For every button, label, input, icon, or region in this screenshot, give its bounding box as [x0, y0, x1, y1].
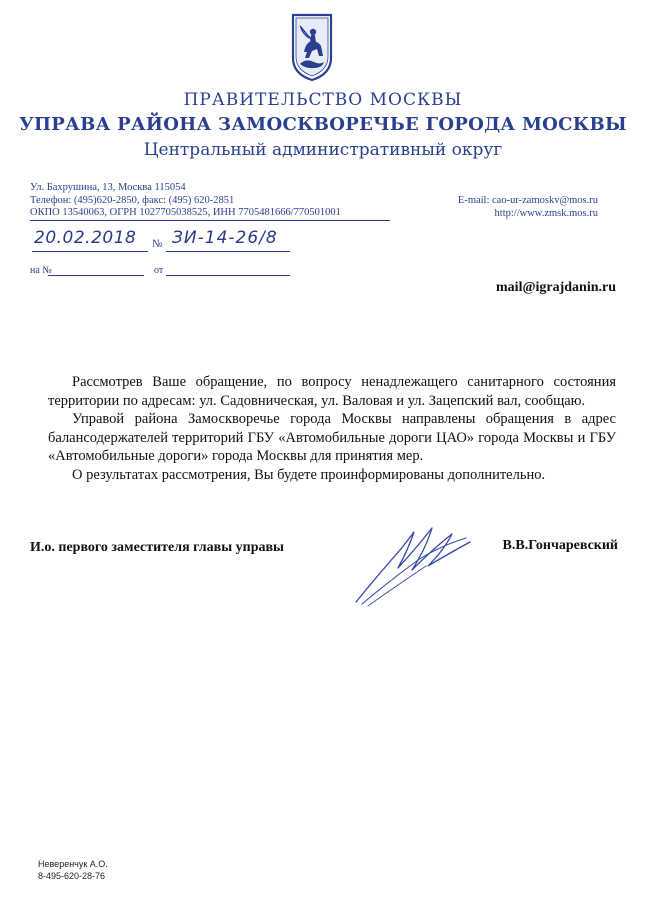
signatory-name: В.В.Гончаревский	[502, 538, 618, 553]
reference-number-line	[48, 275, 144, 276]
executor-info	[38, 858, 108, 882]
reference-number-label: на №	[30, 265, 52, 276]
contacts-right	[458, 195, 598, 220]
contacts-divider	[30, 220, 390, 221]
address-line: Ул. Бахрушина, 13, Москва 115054	[30, 182, 186, 193]
executor-name: Неверенчук А.О.	[38, 859, 108, 869]
reference-date-line	[166, 275, 290, 276]
moscow-coat-of-arms-icon	[290, 12, 334, 82]
reference-date-label: от	[154, 265, 164, 276]
signatory-position: И.о. первого заместителя главы управы	[30, 540, 284, 555]
letter-body	[48, 373, 616, 484]
uprava-title: УПРАВА РАЙОНА ЗАМОСКВОРЕЧЬЕ ГОРОДА МОСКВЫ	[19, 114, 627, 135]
number-underline	[166, 251, 290, 252]
contacts-left	[30, 182, 341, 220]
phone-line: Телефон: (495)620-2850, факс: (495) 620-2851	[30, 194, 235, 206]
body-paragraph-3: О результатах рассмотрения, Вы будете проинформированы дополнительно.	[72, 466, 546, 483]
codes-line: ОКПО 13540063, ОГРН 1027705038525, ИНН 7705481666/770501001	[30, 207, 341, 218]
body-paragraph-2: Управой района Замоскворечье города Москвы направлены обращения в адрес балансодержателей территорий ГБУ «Автомобильные дороги ЦАО» города Москвы и ГБУ «Автомобильные дороги» города Москвы для принятия мер.	[48, 411, 616, 464]
recipient-email: mail@igrajdanin.ru	[496, 280, 616, 295]
website-line: http://www.zmsk.mos.ru	[494, 207, 598, 219]
government-title: ПРАВИТЕЛЬСТВО МОСКВЫ	[183, 90, 463, 110]
okrug-subtitle: Центральный административный округ	[143, 140, 503, 160]
email-line: E-mail: cao-ur-zamoskv@mos.ru	[457, 195, 598, 206]
registration-number: ЗИ-14-26/8	[172, 228, 278, 248]
handwritten-signature-icon	[348, 520, 478, 610]
date-underline	[32, 251, 148, 252]
body-paragraph-1: Рассмотрев Ваше обращение, по вопросу ненадлежащего санитарного состояния территории по адресам: ул. Садовническая, ул. Валовая и ул. Зацепский вал, сообщаю.	[48, 374, 616, 409]
number-sign: №	[152, 238, 163, 250]
registration-date: 20.02.2018	[34, 228, 137, 248]
executor-phone: 8-495-620-28-76	[38, 871, 106, 881]
